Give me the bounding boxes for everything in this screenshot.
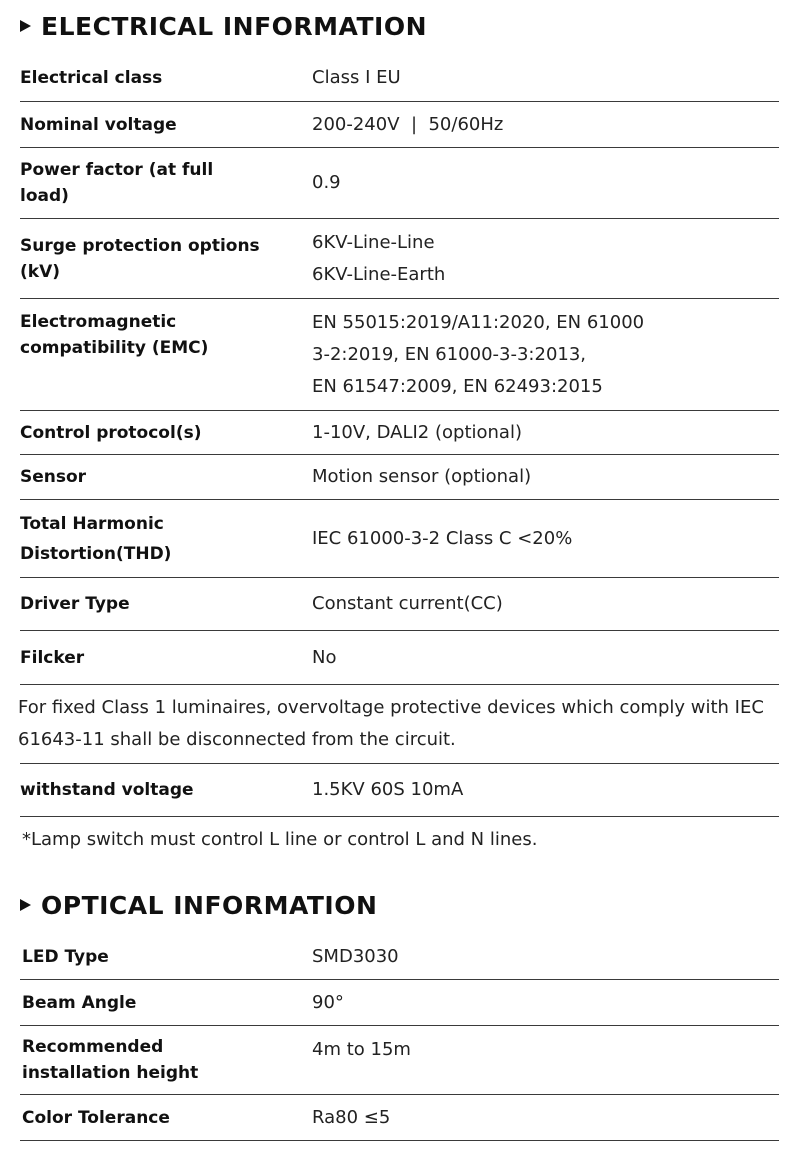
- spec-row-control-protocol: [20, 411, 779, 455]
- spec-row-withstand-voltage: [20, 763, 779, 817]
- spec-label: Nominal voltage: [20, 114, 177, 135]
- spec-value: 90°: [312, 991, 344, 1013]
- triangle-bullet-icon: [20, 899, 31, 911]
- spec-label: Driver Type: [20, 594, 130, 614]
- spec-label: Electrical class: [20, 68, 163, 88]
- spec-value: [312, 307, 772, 403]
- optical-title-text: OPTICAL INFORMATION: [41, 890, 378, 920]
- spec-value-line: EN 61547:2009, EN 62493:2015: [312, 375, 603, 397]
- spec-label: Recommended installation height: [22, 1037, 199, 1083]
- spec-value: 1.5KV 60S 10mA: [312, 779, 464, 800]
- spec-label: Beam Angle: [22, 992, 137, 1013]
- spec-row-color-tolerance: [20, 1095, 779, 1141]
- spec-row-sensor: [20, 455, 779, 500]
- spec-value-line: EN 55015:2019/A11:2020, EN 61000: [312, 311, 645, 333]
- spec-label: Surge protection options (kV): [20, 235, 260, 282]
- spec-label: Total Harmonic Distortion(THD): [20, 513, 172, 564]
- spec-row-emc: [20, 299, 779, 411]
- spec-value-line: 6KV-Line-Earth: [312, 263, 446, 285]
- spec-row-surge-protection: [20, 219, 779, 299]
- spec-value: 200-240V | 50/60Hz: [312, 113, 504, 135]
- triangle-bullet-icon: [20, 20, 31, 32]
- spec-label: LED Type: [22, 946, 109, 967]
- electrical-section-title: [20, 8, 427, 44]
- spec-value: 4m to 15m: [312, 1039, 411, 1060]
- spec-value: Ra80 ≤5: [312, 1106, 391, 1128]
- spec-label: Color Tolerance: [22, 1107, 170, 1128]
- spec-row-beam-angle: [20, 980, 779, 1026]
- spec-value: 0.9: [312, 172, 341, 193]
- spec-label: Control protocol(s): [20, 422, 202, 443]
- spec-row-nominal-voltage: [20, 102, 779, 148]
- spec-value: Class I EU: [312, 67, 401, 88]
- lamp-switch-note: *Lamp switch must control L line or control L and N lines.: [22, 829, 538, 850]
- spec-row-driver-type: [20, 578, 779, 631]
- optical-section-title: [20, 887, 377, 923]
- spec-label: Electromagnetic compatibility (EMC): [20, 312, 209, 358]
- overvoltage-note: For fixed Class 1 luminaires, overvoltage protective devices which comply with IEC 61643-11 shall be disconnected from the circuit.: [18, 697, 764, 750]
- spec-label: Sensor: [20, 467, 87, 487]
- spec-value: [312, 227, 772, 291]
- spec-label: Power factor (at full load): [20, 160, 214, 206]
- spec-value-line: 3-2:2019, EN 61000-3-3:2013,: [312, 343, 587, 365]
- spec-row-power-factor: [20, 148, 779, 219]
- spec-row-led-type: [20, 934, 779, 980]
- spec-row-installation-height: [20, 1026, 779, 1095]
- spec-value: 1-10V, DALI2 (optional): [312, 421, 522, 443]
- spec-value: IEC 61000-3-2 Class C <20%: [312, 527, 573, 549]
- spec-label: withstand voltage: [20, 780, 194, 800]
- spec-label: Filcker: [20, 647, 85, 668]
- spec-value: No: [312, 646, 337, 668]
- spec-row-electrical-class: [20, 55, 779, 102]
- spec-value: Motion sensor (optional): [312, 466, 532, 487]
- spec-row-flicker: [20, 631, 779, 685]
- spec-value-line: 6KV-Line-Line: [312, 231, 435, 253]
- electrical-title-text: ELECTRICAL INFORMATION: [41, 11, 427, 41]
- spec-value: SMD3030: [312, 945, 399, 967]
- spec-value: Constant current(CC): [312, 593, 503, 614]
- spec-row-thd: [20, 500, 779, 578]
